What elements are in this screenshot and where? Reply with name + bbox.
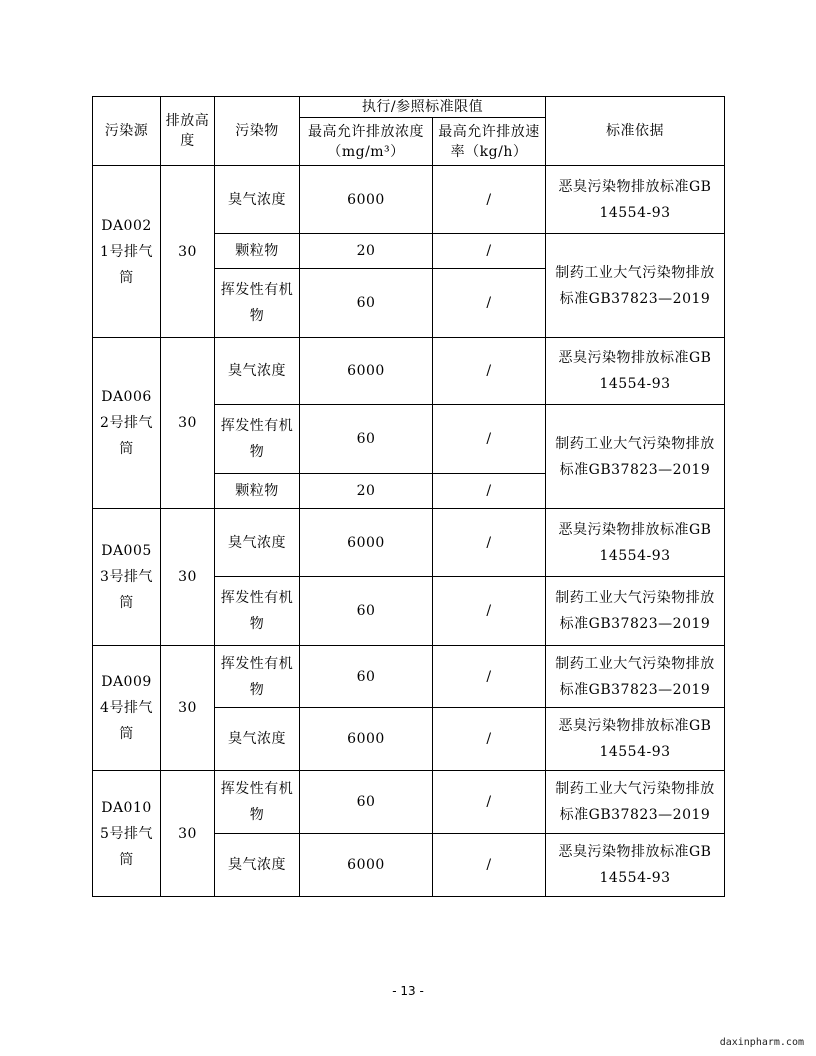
height-cell: 30 [161,771,215,897]
basis-cell: 恶臭污染物排放标准GB 14554-93 [546,834,725,897]
pollutant-cell: 颗粒物 [215,234,300,269]
col-header-source: 污染源 [93,97,161,166]
concentration-cell: 60 [300,405,433,474]
basis-cell: 制药工业大气污染物排放标准GB37823—2019 [546,771,725,834]
rate-cell: / [433,771,546,834]
rate-cell: / [433,509,546,577]
rate-cell: / [433,166,546,234]
rate-cell: / [433,834,546,897]
rate-cell: / [433,708,546,771]
height-cell: 30 [161,338,215,509]
source-cell: DA005 3号排气筒 [93,509,161,646]
pollutant-cell: 颗粒物 [215,474,300,509]
rate-cell: / [433,405,546,474]
emission-standards-table [92,96,725,897]
source-cell: DA010 5号排气筒 [93,771,161,897]
basis-cell: 制药工业大气污染物排放标准GB37823—2019 [546,234,725,338]
source-cell: DA002 1号排气筒 [93,166,161,338]
concentration-cell: 6000 [300,708,433,771]
pollutant-cell: 臭气浓度 [215,338,300,405]
height-cell: 30 [161,509,215,646]
pollutant-cell: 臭气浓度 [215,166,300,234]
rate-cell: / [433,646,546,708]
height-cell: 30 [161,166,215,338]
pollutant-cell: 臭气浓度 [215,708,300,771]
concentration-cell: 6000 [300,834,433,897]
table-row [93,166,725,234]
rate-cell: / [433,577,546,646]
table-row [93,771,725,834]
concentration-cell: 60 [300,646,433,708]
col-header-basis: 标准依据 [546,97,725,166]
basis-cell: 恶臭污染物排放标准GB 14554-93 [546,338,725,405]
page-number: - 13 - [392,984,424,998]
concentration-cell: 20 [300,474,433,509]
basis-cell: 制药工业大气污染物排放标准GB37823—2019 [546,577,725,646]
pollutant-cell: 臭气浓度 [215,509,300,577]
pollutant-cell: 挥发性有机物 [215,269,300,338]
table-row [93,338,725,405]
concentration-cell: 60 [300,577,433,646]
table-row [93,509,725,577]
rate-cell: / [433,269,546,338]
concentration-cell: 6000 [300,166,433,234]
concentration-cell: 60 [300,269,433,338]
table-row [93,646,725,708]
concentration-cell: 20 [300,234,433,269]
concentration-cell: 6000 [300,338,433,405]
concentration-cell: 60 [300,771,433,834]
table-body [93,166,725,897]
concentration-cell: 6000 [300,509,433,577]
height-cell: 30 [161,646,215,771]
source-cell: DA009 4号排气筒 [93,646,161,771]
pollutant-cell: 挥发性有机物 [215,577,300,646]
basis-cell: 恶臭污染物排放标准GB 14554-93 [546,166,725,234]
basis-cell: 恶臭污染物排放标准GB 14554-93 [546,708,725,771]
pollutant-cell: 挥发性有机物 [215,646,300,708]
basis-cell: 制药工业大气污染物排放标准GB37823—2019 [546,646,725,708]
col-header-limits: 执行/参照标准限值 [300,97,546,118]
pollutant-cell: 挥发性有机物 [215,405,300,474]
col-header-max-rate: 最高允许排放速率（kg/h） [433,118,546,166]
rate-cell: / [433,234,546,269]
watermark-text: daxinpharm.com [719,1037,804,1048]
col-header-max-concentration: 最高允许排放浓度（mg/m³） [300,118,433,166]
rate-cell: / [433,474,546,509]
pollutant-cell: 挥发性有机物 [215,771,300,834]
basis-cell: 制药工业大气污染物排放标准GB37823—2019 [546,405,725,509]
col-header-pollutant: 污染物 [215,97,300,166]
source-cell: DA006 2号排气筒 [93,338,161,509]
pollutant-cell: 臭气浓度 [215,834,300,897]
basis-cell: 恶臭污染物排放标准GB 14554-93 [546,509,725,577]
rate-cell: / [433,338,546,405]
col-header-height: 排放高度 [161,97,215,166]
